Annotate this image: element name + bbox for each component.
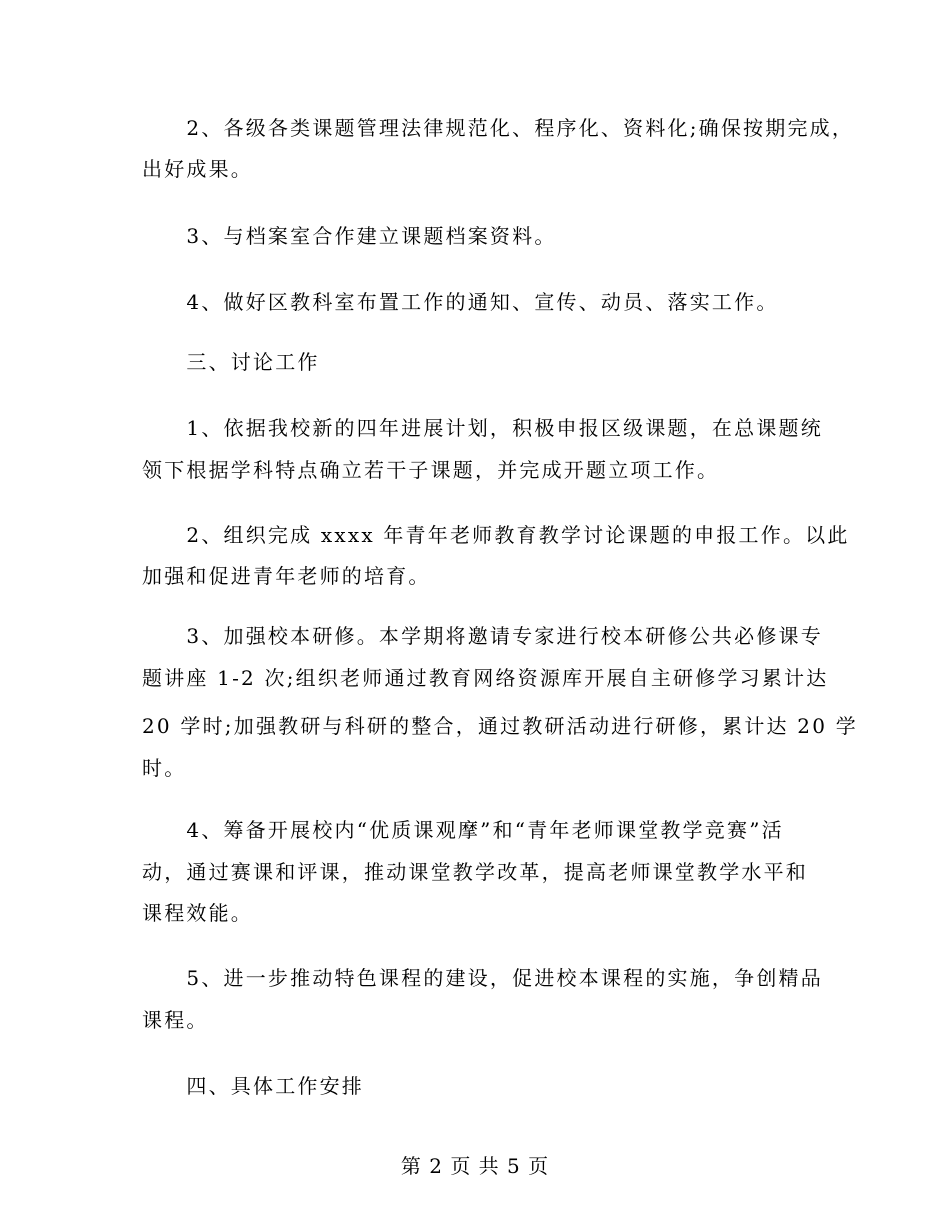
- text-line: 加强和促进青年老师的培育。: [142, 564, 431, 588]
- text-line: 题讲座 1-2 次;组织老师通过教育网络资源库开展自主研修学习累计达: [142, 666, 829, 690]
- section-heading: 三、讨论工作: [142, 350, 320, 374]
- text-line: 2、组织完成 xxxx 年青年老师教育教学讨论课题的申报工作。以此: [142, 523, 850, 547]
- text-line: 3、与档案室合作建立课题档案资料。: [142, 224, 557, 248]
- text-line: 3、加强校本研修。本学期将邀请专家进行校本研修公共必修课专: [142, 624, 823, 648]
- text-line: 动，通过赛课和评课，推动课堂教学改革，提高老师课堂教学水平和: [142, 860, 808, 884]
- text-line: 4、筹备开展校内“优质课观摩”和“青年老师课堂教学竞赛”活: [142, 818, 784, 842]
- text-line: 课程。: [142, 1008, 209, 1032]
- text-line: 20 学时;加强教研与科研的整合，通过教研活动进行研修，累计达 20 学: [142, 714, 858, 738]
- page-footer: 第 2 页 共 5 页: [400, 1154, 550, 1178]
- section-heading: 四、具体工作安排: [142, 1074, 364, 1098]
- text-line: 时。: [142, 756, 187, 780]
- text-line: 4、做好区教科室布置工作的通知、宣传、动员、落实工作。: [142, 290, 779, 314]
- text-line: 课程效能。: [142, 901, 253, 925]
- text-line: 2、各级各类课题管理法律规范化、程序化、资料化;确保按期完成，: [142, 116, 855, 140]
- text-line: 1、依据我校新的四年进展计划，积极申报区级课题，在总课题统: [142, 416, 823, 440]
- text-line: 5、进一步推动特色课程的建设，促进校本课程的实施，争创精品: [142, 966, 823, 990]
- text-line: 领下根据学科特点确立若干子课题，并完成开题立项工作。: [142, 458, 720, 482]
- text-line: 出好成果。: [142, 157, 253, 181]
